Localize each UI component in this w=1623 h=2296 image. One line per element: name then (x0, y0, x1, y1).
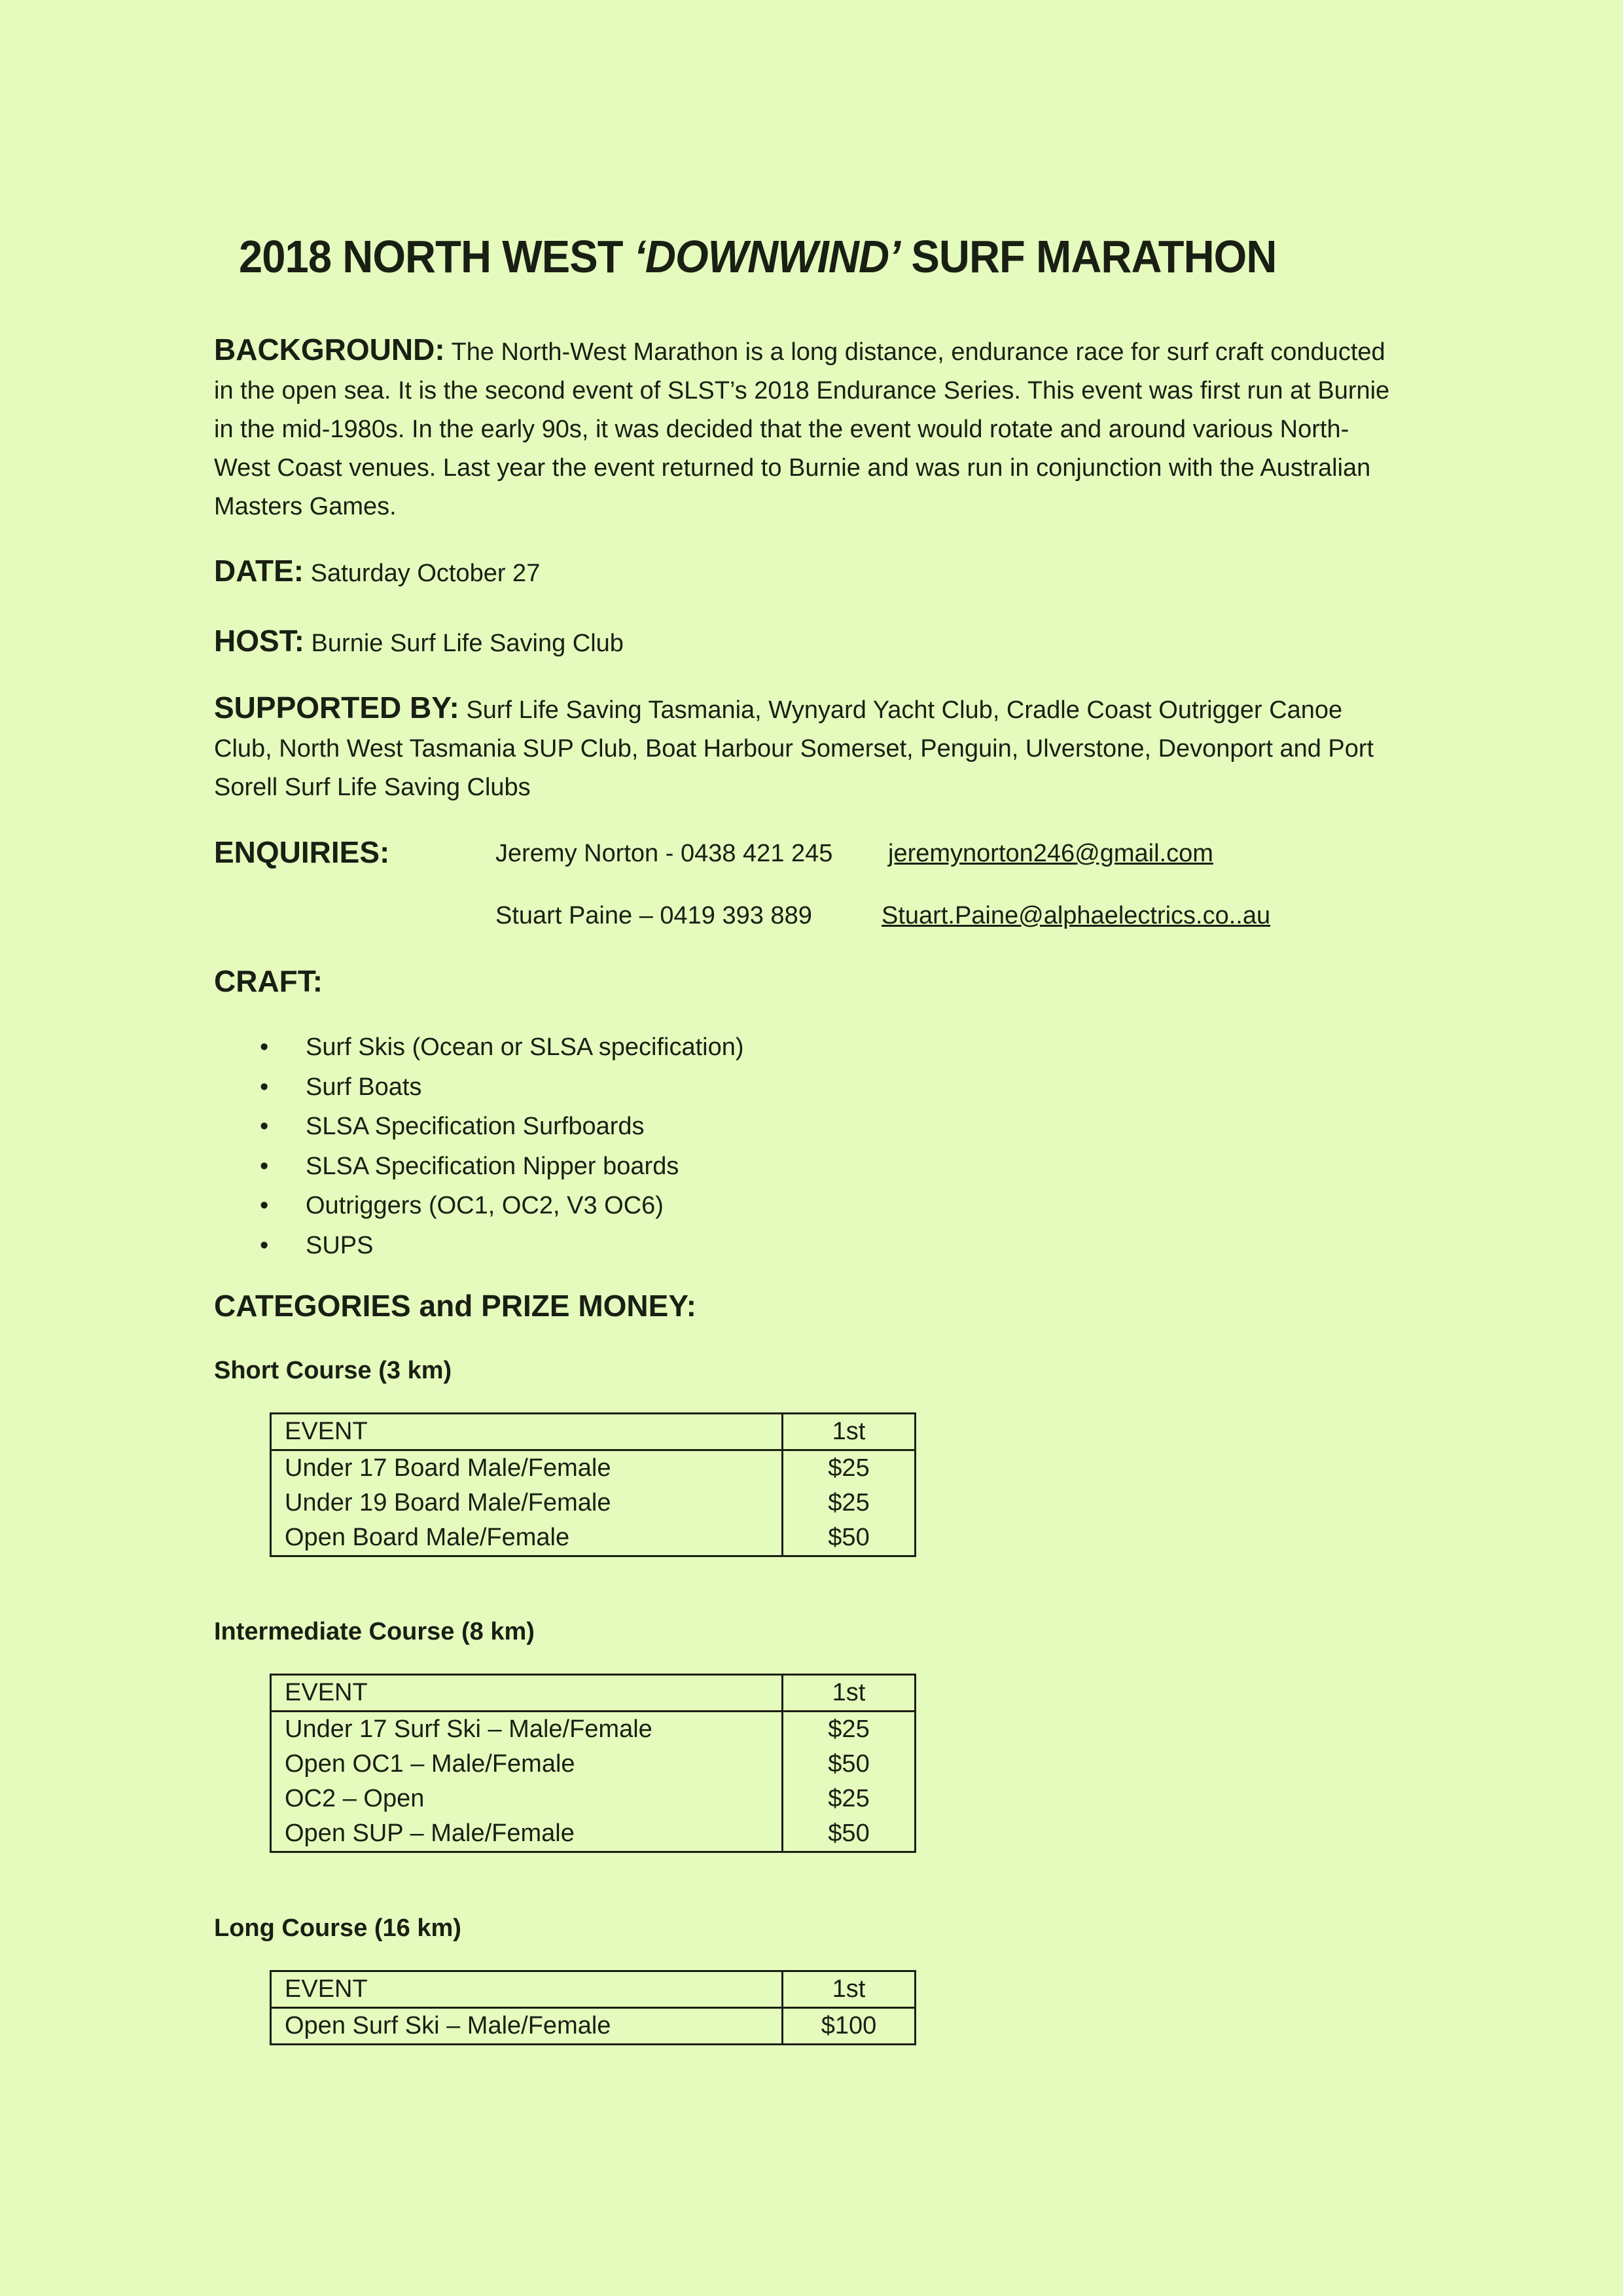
event-cell: Open Board Male/Female (271, 1520, 783, 1556)
course-heading-short: Short Course (3 km) (214, 1357, 452, 1384)
craft-item-label: SLSA Specification Nipper boards (306, 1152, 679, 1180)
bullet-icon: • (260, 1113, 269, 1140)
event-cell: OC2 – Open (271, 1782, 783, 1816)
host-label: HOST: (214, 624, 304, 658)
craft-item-label: SLSA Specification Surfboards (306, 1113, 645, 1140)
prize-cell: $50 (783, 1816, 916, 1852)
date-value: Saturday October 27 (304, 560, 541, 587)
craft-heading: CRAFT: (214, 964, 323, 998)
event-cell: Open Surf Ski – Male/Female (271, 2008, 783, 2045)
supported-by-value: Surf Life Saving Tasmania, Wynyard Yacht Club, Cradle Coast Outrigger Canoe Club, North West Tasmania SUP Club, Boat Harbour Somerset, Penguin, Ulverstone, Devonport and Port Sorell Surf Life Saving Clubs (214, 696, 1374, 801)
bullet-icon: • (260, 1192, 269, 1219)
prize-cell: $25 (783, 1712, 916, 1748)
categories-heading: CATEGORIES and PRIZE MONEY: (214, 1289, 696, 1323)
header-first: 1st (783, 1414, 916, 1450)
bullet-icon: • (260, 1033, 269, 1061)
event-cell: Open OC1 – Male/Female (271, 1747, 783, 1782)
host-value: Burnie Surf Life Saving Club (304, 630, 624, 657)
header-event: EVENT (271, 1971, 783, 2008)
event-cell: Open SUP – Male/Female (271, 1816, 783, 1852)
bullet-icon: • (260, 1073, 269, 1101)
table-row (271, 1782, 916, 1816)
contact-name-phone: Stuart Paine – 0419 393 889 (495, 902, 812, 929)
header-first: 1st (783, 1675, 916, 1712)
enquiry-contact (495, 840, 1213, 868)
course-heading-intermediate: Intermediate Course (8 km) (214, 1618, 535, 1645)
header-event: EVENT (271, 1675, 783, 1712)
prize-cell: $25 (783, 1486, 916, 1520)
table-header-row (271, 1414, 916, 1450)
list-item (214, 1226, 744, 1266)
table-row (271, 1486, 916, 1520)
host-section (214, 622, 1392, 663)
prize-table-long (270, 1970, 916, 2045)
date-label: DATE: (214, 554, 304, 588)
contact-name-phone: Jeremy Norton - 0438 421 245 (495, 840, 833, 867)
supported-by-label: SUPPORTED BY: (214, 691, 459, 725)
enquiries-label: ENQUIRIES: (214, 835, 390, 869)
background-section (214, 331, 1392, 526)
header-event: EVENT (271, 1414, 783, 1450)
craft-list (214, 1028, 744, 1265)
title-italic: ‘DOWNWIND’ (633, 231, 901, 282)
list-item (214, 1186, 744, 1226)
table-row (271, 1747, 916, 1782)
list-item (214, 1067, 744, 1107)
table-row (271, 1450, 916, 1486)
craft-item-label: SUPS (306, 1231, 374, 1259)
header-first: 1st (783, 1971, 916, 2008)
bullet-icon: • (260, 1231, 269, 1259)
enquiry-contact (495, 902, 1271, 930)
table-row (271, 2008, 916, 2045)
document-title (239, 230, 1276, 283)
bullet-icon: • (260, 1152, 269, 1180)
contact-email-link[interactable]: Stuart.Paine@alphaelectrics.co..au (882, 902, 1271, 929)
prize-cell: $25 (783, 1782, 916, 1816)
craft-item-label: Outriggers (OC1, OC2, V3 OC6) (306, 1192, 664, 1219)
prize-cell: $50 (783, 1747, 916, 1782)
event-cell: Under 19 Board Male/Female (271, 1486, 783, 1520)
event-cell: Under 17 Surf Ski – Male/Female (271, 1712, 783, 1748)
course-heading-long: Long Course (16 km) (214, 1914, 461, 1942)
background-text: The North-West Marathon is a long distance, endurance race for surf craft conducted in the open sea. It is the second event of SLST’s 2018 Endurance Series. This event was first run at Burnie in the mid-1980s. In the early 90s, it was decided that the event would rotate and around various North-West Coast venues. Last year the event returned to Burnie and was run in conjunction with the Australian Masters Games. (214, 338, 1390, 520)
list-item (214, 1028, 744, 1067)
date-section (214, 552, 1392, 593)
table-header-row (271, 1971, 916, 2008)
list-item (214, 1147, 744, 1187)
prize-cell: $50 (783, 1520, 916, 1556)
table-row (271, 1520, 916, 1556)
title-prefix: 2018 NORTH WEST (239, 231, 634, 282)
prize-cell: $100 (783, 2008, 916, 2045)
craft-item-label: Surf Boats (306, 1073, 422, 1101)
background-label: BACKGROUND: (214, 332, 445, 367)
table-header-row (271, 1675, 916, 1712)
prize-cell: $25 (783, 1450, 916, 1486)
table-row (271, 1712, 916, 1748)
table-row (271, 1816, 916, 1852)
prize-table-short (270, 1412, 916, 1557)
prize-table-intermediate (270, 1674, 916, 1853)
title-suffix: SURF MARATHON (900, 231, 1277, 282)
list-item (214, 1107, 744, 1147)
contact-email-link[interactable]: jeremynorton246@gmail.com (888, 840, 1213, 867)
craft-item-label: Surf Skis (Ocean or SLSA specification) (306, 1033, 744, 1061)
event-cell: Under 17 Board Male/Female (271, 1450, 783, 1486)
supported-by-section (214, 689, 1392, 807)
